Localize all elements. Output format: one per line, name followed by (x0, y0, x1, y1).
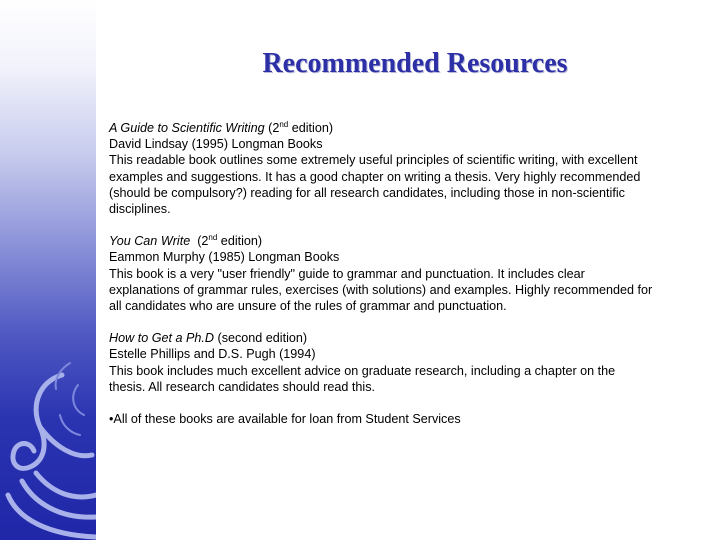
resource-list (109, 120, 654, 427)
book-edition: (2nd edition) (268, 120, 334, 135)
book-entry-you-can-write (109, 233, 654, 314)
book-entry-scientific-writing (109, 120, 654, 217)
book-title-line (109, 120, 654, 136)
availability-note-text: All of these books are available for loan from Student Services (113, 412, 461, 427)
bullet-icon: • (109, 412, 114, 427)
availability-note (109, 411, 654, 427)
book-title: How to Get a Ph.D (109, 331, 214, 346)
book-title: A Guide to Scientific Writing (109, 121, 265, 135)
book-description: This readable book outlines some extremely useful principles of scientific writing, with excellent examples and suggestions. It has a good chapter on writing a thesis. Very highly recommended (should be compulsory?) reading for all research candidates, including those in non-scientific disciplines. (109, 153, 641, 217)
book-title-line (109, 233, 654, 249)
page-title: Recommended Resources (262, 48, 568, 79)
swan-icon (0, 355, 96, 540)
book-description: This book is a very "user friendly" guide to grammar and punctuation. It includes clear explanations of grammar rules, exercises (with solutions) and examples. Highly recommended for all candidates who are unsure of the rules of grammar and punctuation. (109, 266, 653, 314)
book-byline: Estelle Phillips and D.S. Pugh (1994) (109, 347, 316, 362)
book-edition: (2nd edition) (197, 233, 263, 249)
book-description: This book includes much excellent advice on graduate research, including a chapter on the thesis. All research candidates should read this. (109, 363, 616, 394)
book-byline: David Lindsay (1995) Longman Books (109, 137, 323, 152)
book-byline: Eammon Murphy (1985) Longman Books (109, 250, 340, 265)
book-edition: (second edition) (217, 331, 308, 346)
book-title-line (109, 330, 654, 346)
book-title: You Can Write (109, 234, 191, 249)
book-entry-phd (109, 330, 654, 395)
